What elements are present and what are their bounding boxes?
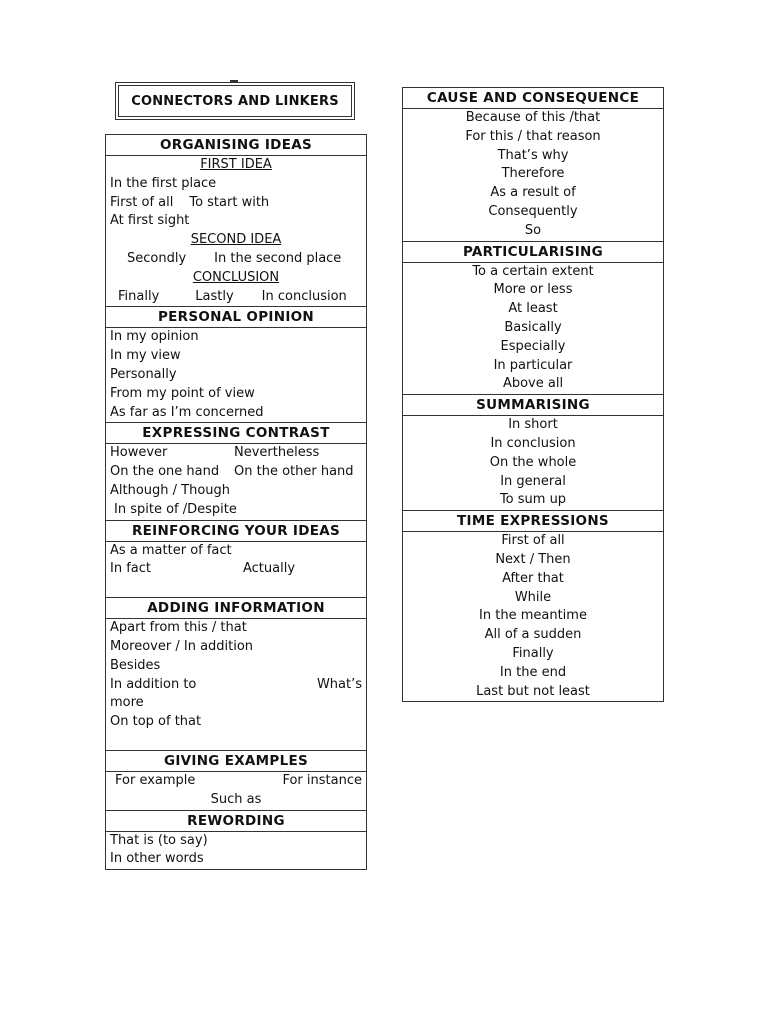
list-item: In my view — [110, 348, 181, 364]
list-item: As a result of — [490, 185, 576, 201]
list-item — [110, 676, 362, 695]
list-item: While — [514, 589, 552, 605]
list-item: In the end — [499, 664, 567, 680]
title-mark — [230, 80, 238, 82]
list-item-text: For instance — [282, 772, 362, 788]
list-item: So — [524, 222, 542, 238]
particularising-heading: PARTICULARISING — [403, 241, 664, 262]
adding-information-heading: ADDING INFORMATION — [106, 598, 367, 619]
list-item: First of all — [501, 533, 565, 549]
rewording-body — [106, 831, 367, 870]
list-item: On the whole — [489, 454, 577, 470]
list-item: On top of that — [110, 714, 202, 730]
list-item-text: Finally — [118, 288, 160, 304]
list-item: To sum up — [499, 492, 567, 508]
summarising-heading: SUMMARISING — [403, 395, 664, 416]
list-item: In spite of /Despite — [114, 501, 237, 517]
personal-opinion-body — [106, 328, 367, 423]
list-item: Although / Though — [110, 482, 231, 498]
list-item — [110, 288, 362, 307]
list-item-text: Secondly — [127, 250, 187, 266]
expressing-contrast-heading: EXPRESSING CONTRAST — [106, 423, 367, 444]
list-item: That is (to say) — [110, 832, 208, 848]
list-item-text: On the one hand — [110, 464, 220, 480]
conclusion-subheading: CONCLUSION — [192, 269, 280, 285]
list-item — [110, 560, 362, 579]
list-item: In conclusion — [490, 435, 576, 451]
list-item: Apart from this / that — [110, 620, 247, 636]
list-item: In the first place — [110, 175, 217, 191]
list-item: Personally — [110, 366, 177, 382]
list-item: Such as — [210, 791, 262, 807]
list-item: As a matter of fact — [110, 542, 232, 558]
list-item: Last but not least — [476, 683, 590, 699]
spacer — [110, 579, 362, 597]
list-item: In other words — [110, 851, 204, 867]
list-item: After that — [502, 570, 564, 586]
list-item: At least — [508, 301, 558, 317]
list-item: That’s why — [497, 147, 569, 163]
cause-consequence-heading: CAUSE AND CONSEQUENCE — [403, 88, 664, 109]
list-item: In short — [508, 417, 558, 433]
list-item-text: Actually — [243, 561, 296, 577]
list-item: more — [110, 695, 144, 711]
personal-opinion-heading: PERSONAL OPINION — [106, 307, 367, 328]
organising-ideas-heading: ORGANISING IDEAS — [106, 135, 367, 156]
organising-ideas-body — [106, 156, 367, 307]
list-item-text: To start with — [189, 194, 270, 210]
second-idea-subheading: SECOND IDEA — [190, 232, 282, 248]
summarising-body — [403, 416, 664, 511]
list-item-text: In the second place — [214, 250, 342, 266]
list-item: In particular — [493, 357, 573, 373]
list-item-text: On the other hand — [234, 464, 354, 480]
cause-consequence-body — [403, 109, 664, 242]
list-item-text: However — [110, 445, 168, 461]
time-expressions-heading: TIME EXPRESSIONS — [403, 511, 664, 532]
list-item: Above all — [502, 376, 564, 392]
particularising-body — [403, 262, 664, 395]
list-item-text: For example — [115, 772, 196, 788]
list-item-text: First of all — [110, 194, 174, 210]
spacer — [110, 732, 362, 750]
expressing-contrast-body — [106, 444, 367, 520]
list-item-text: Nevertheless — [234, 445, 320, 461]
list-item-text: What’s — [316, 676, 362, 692]
list-item: Because of this /that — [465, 110, 601, 125]
list-item: Therefore — [501, 166, 565, 182]
list-item — [110, 444, 362, 463]
page-title: CONNECTORS AND LINKERS — [118, 85, 352, 117]
left-column-table — [105, 134, 367, 870]
list-item: From my point of view — [110, 385, 255, 401]
list-item: Finally — [512, 645, 554, 661]
list-item: Basically — [504, 319, 562, 335]
first-idea-subheading: FIRST IDEA — [200, 157, 272, 172]
list-item-text: In conclusion — [261, 288, 347, 304]
reinforcing-ideas-heading: REINFORCING YOUR IDEAS — [106, 520, 367, 541]
right-column-table — [402, 87, 664, 702]
time-expressions-body — [403, 532, 664, 702]
list-item: Consequently — [488, 203, 578, 219]
list-item: In the meantime — [479, 608, 587, 624]
list-item: For this / that reason — [465, 128, 601, 144]
reinforcing-ideas-body — [106, 541, 367, 598]
list-item: At first sight — [110, 213, 190, 229]
list-item: As far as I’m concerned — [110, 404, 264, 420]
list-item: More or less — [493, 282, 573, 298]
list-item — [110, 463, 362, 482]
list-item — [110, 250, 362, 269]
list-item — [110, 772, 362, 791]
list-item — [110, 194, 362, 213]
list-item: In general — [500, 473, 566, 489]
list-item: All of a sudden — [484, 627, 582, 643]
list-item-text: Lastly — [195, 288, 234, 304]
list-item: Moreover / In addition — [110, 638, 254, 654]
giving-examples-body — [106, 771, 367, 810]
rewording-heading: REWORDING — [106, 810, 367, 831]
list-item: Besides — [110, 657, 161, 673]
adding-information-body — [106, 619, 367, 751]
list-item: To a certain extent — [472, 263, 594, 279]
list-item: Especially — [500, 338, 566, 354]
list-item: Next / Then — [495, 551, 571, 567]
list-item: In my opinion — [110, 329, 199, 345]
list-item-text: In fact — [110, 561, 151, 577]
giving-examples-heading: GIVING EXAMPLES — [106, 750, 367, 771]
list-item-text: In addition to — [110, 676, 197, 692]
